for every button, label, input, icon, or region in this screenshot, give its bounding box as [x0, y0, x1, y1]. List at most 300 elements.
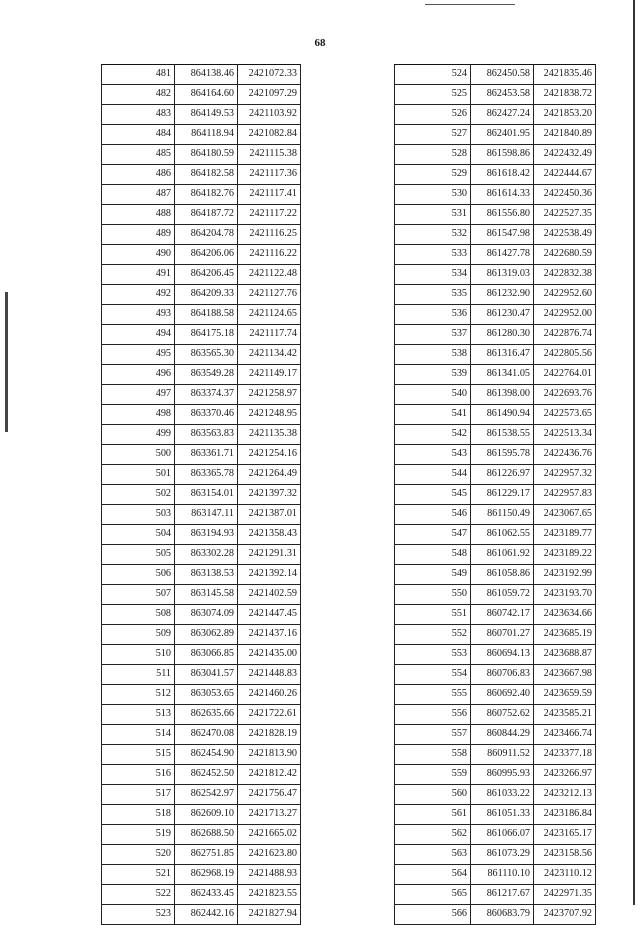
table-row — [102, 85, 301, 105]
x-coordinate-cell: 864206.06 — [175, 245, 238, 265]
table-row — [395, 145, 596, 165]
x-coordinate-cell: 861033.22 — [471, 785, 534, 805]
point-number-cell: 501 — [102, 465, 175, 485]
x-coordinate-cell: 863062.89 — [175, 625, 238, 645]
table-row — [395, 645, 596, 665]
table-row — [102, 405, 301, 425]
y-coordinate-cell: 2421116.25 — [238, 225, 301, 245]
x-coordinate-cell: 864209.33 — [175, 285, 238, 305]
y-coordinate-cell: 2421097.29 — [238, 85, 301, 105]
table-row — [102, 705, 301, 725]
table-row — [395, 65, 596, 85]
point-number-cell: 559 — [395, 765, 471, 785]
y-coordinate-cell: 2422444.67 — [534, 165, 596, 185]
table-row — [395, 485, 596, 505]
x-coordinate-cell: 862609.10 — [175, 805, 238, 825]
table-row — [395, 565, 596, 585]
point-number-cell: 563 — [395, 845, 471, 865]
x-coordinate-cell: 861614.33 — [471, 185, 534, 205]
point-number-cell: 536 — [395, 305, 471, 325]
y-coordinate-cell: 2423110.12 — [534, 865, 596, 885]
y-coordinate-cell: 2422832.38 — [534, 265, 596, 285]
y-coordinate-cell: 2423193.70 — [534, 585, 596, 605]
table-row — [395, 345, 596, 365]
x-coordinate-cell: 863041.57 — [175, 665, 238, 685]
table-row — [102, 825, 301, 845]
x-coordinate-cell: 863194.93 — [175, 525, 238, 545]
table-row — [102, 505, 301, 525]
x-coordinate-cell: 861061.92 — [471, 545, 534, 565]
y-coordinate-cell: 2421397.32 — [238, 485, 301, 505]
y-coordinate-cell: 2423659.59 — [534, 685, 596, 705]
point-number-cell: 552 — [395, 625, 471, 645]
y-coordinate-cell: 2421435.00 — [238, 645, 301, 665]
point-number-cell: 562 — [395, 825, 471, 845]
y-coordinate-cell: 2421402.59 — [238, 585, 301, 605]
point-number-cell: 527 — [395, 125, 471, 145]
page-edge-line — [633, 0, 635, 905]
table-row — [102, 145, 301, 165]
x-coordinate-cell: 863138.53 — [175, 565, 238, 585]
x-coordinate-cell: 864149.53 — [175, 105, 238, 125]
y-coordinate-cell: 2421838.72 — [534, 85, 596, 105]
table-row — [395, 765, 596, 785]
y-coordinate-cell: 2422513.34 — [534, 425, 596, 445]
point-number-cell: 489 — [102, 225, 175, 245]
point-number-cell: 550 — [395, 585, 471, 605]
table-row — [102, 905, 301, 925]
x-coordinate-cell: 861595.78 — [471, 445, 534, 465]
table-row — [395, 205, 596, 225]
x-coordinate-cell: 864175.18 — [175, 325, 238, 345]
y-coordinate-cell: 2423685.19 — [534, 625, 596, 645]
point-number-cell: 538 — [395, 345, 471, 365]
table-row — [395, 265, 596, 285]
y-coordinate-cell: 2422436.76 — [534, 445, 596, 465]
y-coordinate-cell: 2423186.84 — [534, 805, 596, 825]
table-row — [395, 865, 596, 885]
y-coordinate-cell: 2421117.36 — [238, 165, 301, 185]
table-row — [395, 185, 596, 205]
y-coordinate-cell: 2421264.49 — [238, 465, 301, 485]
y-coordinate-cell: 2421117.74 — [238, 325, 301, 345]
y-coordinate-cell: 2423189.22 — [534, 545, 596, 565]
y-coordinate-cell: 2421828.19 — [238, 725, 301, 745]
y-coordinate-cell: 2421122.48 — [238, 265, 301, 285]
point-number-cell: 481 — [102, 65, 175, 85]
point-number-cell: 541 — [395, 405, 471, 425]
table-row — [395, 825, 596, 845]
point-number-cell: 523 — [102, 905, 175, 925]
point-number-cell: 539 — [395, 365, 471, 385]
y-coordinate-cell: 2421117.41 — [238, 185, 301, 205]
table-row — [395, 285, 596, 305]
x-coordinate-cell: 863074.09 — [175, 605, 238, 625]
scan-margin-mark — [5, 292, 8, 432]
y-coordinate-cell: 2421291.31 — [238, 545, 301, 565]
x-coordinate-cell: 864164.60 — [175, 85, 238, 105]
table-row — [102, 725, 301, 745]
point-number-cell: 558 — [395, 745, 471, 765]
x-coordinate-cell: 861618.42 — [471, 165, 534, 185]
x-coordinate-cell: 861230.47 — [471, 305, 534, 325]
point-number-cell: 506 — [102, 565, 175, 585]
y-coordinate-cell: 2421813.90 — [238, 745, 301, 765]
point-number-cell: 542 — [395, 425, 471, 445]
x-coordinate-cell: 864206.45 — [175, 265, 238, 285]
point-number-cell: 560 — [395, 785, 471, 805]
point-number-cell: 547 — [395, 525, 471, 545]
x-coordinate-cell: 860692.40 — [471, 685, 534, 705]
x-coordinate-cell: 862427.24 — [471, 105, 534, 125]
point-number-cell: 543 — [395, 445, 471, 465]
point-number-cell: 520 — [102, 845, 175, 865]
y-coordinate-cell: 2421387.01 — [238, 505, 301, 525]
y-coordinate-cell: 2422538.49 — [534, 225, 596, 245]
table-row — [395, 165, 596, 185]
table-row — [102, 485, 301, 505]
table-row — [102, 805, 301, 825]
table-row — [102, 425, 301, 445]
point-number-cell: 511 — [102, 665, 175, 685]
x-coordinate-cell: 861217.67 — [471, 885, 534, 905]
point-number-cell: 544 — [395, 465, 471, 485]
point-number-cell: 529 — [395, 165, 471, 185]
y-coordinate-cell: 2421840.89 — [534, 125, 596, 145]
table-row — [102, 385, 301, 405]
table-row — [102, 205, 301, 225]
x-coordinate-cell: 861398.00 — [471, 385, 534, 405]
table-row — [102, 365, 301, 385]
y-coordinate-cell: 2421135.38 — [238, 425, 301, 445]
y-coordinate-cell: 2421488.93 — [238, 865, 301, 885]
table-row — [102, 785, 301, 805]
x-coordinate-cell: 861066.07 — [471, 825, 534, 845]
y-coordinate-cell: 2423377.18 — [534, 745, 596, 765]
table-row — [395, 845, 596, 865]
table-row — [395, 685, 596, 705]
point-number-cell: 517 — [102, 785, 175, 805]
y-coordinate-cell: 2422971.35 — [534, 885, 596, 905]
point-number-cell: 557 — [395, 725, 471, 745]
x-coordinate-cell: 861547.98 — [471, 225, 534, 245]
y-coordinate-cell: 2422450.36 — [534, 185, 596, 205]
y-coordinate-cell: 2421117.22 — [238, 205, 301, 225]
y-coordinate-cell: 2421392.14 — [238, 565, 301, 585]
x-coordinate-cell: 863565.30 — [175, 345, 238, 365]
point-number-cell: 505 — [102, 545, 175, 565]
table-row — [102, 565, 301, 585]
x-coordinate-cell: 864138.46 — [175, 65, 238, 85]
point-number-cell: 553 — [395, 645, 471, 665]
point-number-cell: 545 — [395, 485, 471, 505]
table-row — [102, 665, 301, 685]
y-coordinate-cell: 2421823.55 — [238, 885, 301, 905]
point-number-cell: 519 — [102, 825, 175, 845]
y-coordinate-cell: 2422432.49 — [534, 145, 596, 165]
point-number-cell: 537 — [395, 325, 471, 345]
point-number-cell: 510 — [102, 645, 175, 665]
table-row — [102, 65, 301, 85]
table-row — [395, 365, 596, 385]
y-coordinate-cell: 2422957.83 — [534, 485, 596, 505]
table-row — [102, 605, 301, 625]
y-coordinate-cell: 2422693.76 — [534, 385, 596, 405]
x-coordinate-cell: 864187.72 — [175, 205, 238, 225]
y-coordinate-cell: 2421665.02 — [238, 825, 301, 845]
y-coordinate-cell: 2421149.17 — [238, 365, 301, 385]
y-coordinate-cell: 2421827.94 — [238, 905, 301, 925]
point-number-cell: 566 — [395, 905, 471, 925]
y-coordinate-cell: 2422680.59 — [534, 245, 596, 265]
x-coordinate-cell: 864204.78 — [175, 225, 238, 245]
point-number-cell: 502 — [102, 485, 175, 505]
y-coordinate-cell: 2421072.33 — [238, 65, 301, 85]
y-coordinate-cell: 2421853.20 — [534, 105, 596, 125]
table-row — [395, 805, 596, 825]
y-coordinate-cell: 2423158.56 — [534, 845, 596, 865]
table-row — [395, 605, 596, 625]
point-number-cell: 496 — [102, 365, 175, 385]
table-row — [395, 445, 596, 465]
x-coordinate-cell: 863053.65 — [175, 685, 238, 705]
point-number-cell: 526 — [395, 105, 471, 125]
point-number-cell: 509 — [102, 625, 175, 645]
point-number-cell: 556 — [395, 705, 471, 725]
x-coordinate-cell: 863147.11 — [175, 505, 238, 525]
y-coordinate-cell: 2421835.46 — [534, 65, 596, 85]
y-coordinate-cell: 2422876.74 — [534, 325, 596, 345]
table-row — [395, 305, 596, 325]
point-number-cell: 564 — [395, 865, 471, 885]
x-coordinate-cell: 861556.80 — [471, 205, 534, 225]
x-coordinate-cell: 861232.90 — [471, 285, 534, 305]
x-coordinate-cell: 861062.55 — [471, 525, 534, 545]
x-coordinate-cell: 863145.58 — [175, 585, 238, 605]
coordinates-table-right — [394, 64, 596, 925]
y-coordinate-cell: 2421124.65 — [238, 305, 301, 325]
x-coordinate-cell: 861073.29 — [471, 845, 534, 865]
y-coordinate-cell: 2423165.17 — [534, 825, 596, 845]
x-coordinate-cell: 862433.45 — [175, 885, 238, 905]
table-row — [395, 505, 596, 525]
table-row — [102, 845, 301, 865]
point-number-cell: 484 — [102, 125, 175, 145]
y-coordinate-cell: 2421623.80 — [238, 845, 301, 865]
table-row — [102, 465, 301, 485]
point-number-cell: 525 — [395, 85, 471, 105]
table-row — [395, 705, 596, 725]
y-coordinate-cell: 2421134.42 — [238, 345, 301, 365]
y-coordinate-cell: 2421448.83 — [238, 665, 301, 685]
x-coordinate-cell: 863549.28 — [175, 365, 238, 385]
point-number-cell: 499 — [102, 425, 175, 445]
y-coordinate-cell: 2423067.65 — [534, 505, 596, 525]
point-number-cell: 503 — [102, 505, 175, 525]
x-coordinate-cell: 861427.78 — [471, 245, 534, 265]
y-coordinate-cell: 2421812.42 — [238, 765, 301, 785]
table-row — [102, 165, 301, 185]
point-number-cell: 548 — [395, 545, 471, 565]
x-coordinate-cell: 864180.59 — [175, 145, 238, 165]
x-coordinate-cell: 861538.55 — [471, 425, 534, 445]
table-row — [395, 245, 596, 265]
table-row — [102, 685, 301, 705]
point-number-cell: 546 — [395, 505, 471, 525]
table-row — [102, 185, 301, 205]
table-row — [102, 305, 301, 325]
x-coordinate-cell: 860694.13 — [471, 645, 534, 665]
point-number-cell: 488 — [102, 205, 175, 225]
point-number-cell: 486 — [102, 165, 175, 185]
x-coordinate-cell: 862401.95 — [471, 125, 534, 145]
y-coordinate-cell: 2423688.87 — [534, 645, 596, 665]
x-coordinate-cell: 860911.52 — [471, 745, 534, 765]
point-number-cell: 532 — [395, 225, 471, 245]
y-coordinate-cell: 2422764.01 — [534, 365, 596, 385]
table-row — [395, 85, 596, 105]
table-row — [395, 625, 596, 645]
point-number-cell: 508 — [102, 605, 175, 625]
y-coordinate-cell: 2421713.27 — [238, 805, 301, 825]
table-row — [395, 665, 596, 685]
y-coordinate-cell: 2423667.98 — [534, 665, 596, 685]
table-row — [395, 545, 596, 565]
point-number-cell: 540 — [395, 385, 471, 405]
table-row — [102, 245, 301, 265]
point-number-cell: 524 — [395, 65, 471, 85]
y-coordinate-cell: 2423192.99 — [534, 565, 596, 585]
point-number-cell: 491 — [102, 265, 175, 285]
point-number-cell: 516 — [102, 765, 175, 785]
table-row — [102, 265, 301, 285]
point-number-cell: 521 — [102, 865, 175, 885]
table-row — [395, 385, 596, 405]
y-coordinate-cell: 2423585.21 — [534, 705, 596, 725]
point-number-cell: 535 — [395, 285, 471, 305]
x-coordinate-cell: 861229.17 — [471, 485, 534, 505]
x-coordinate-cell: 863302.28 — [175, 545, 238, 565]
point-number-cell: 495 — [102, 345, 175, 365]
table-row — [395, 525, 596, 545]
y-coordinate-cell: 2421103.92 — [238, 105, 301, 125]
x-coordinate-cell: 862452.50 — [175, 765, 238, 785]
x-coordinate-cell: 863154.01 — [175, 485, 238, 505]
coordinates-table-right-body — [395, 65, 596, 925]
x-coordinate-cell: 863563.83 — [175, 425, 238, 445]
point-number-cell: 513 — [102, 705, 175, 725]
x-coordinate-cell: 860706.83 — [471, 665, 534, 685]
point-number-cell: 512 — [102, 685, 175, 705]
y-coordinate-cell: 2421116.22 — [238, 245, 301, 265]
point-number-cell: 490 — [102, 245, 175, 265]
x-coordinate-cell: 862688.50 — [175, 825, 238, 845]
y-coordinate-cell: 2421248.95 — [238, 405, 301, 425]
point-number-cell: 504 — [102, 525, 175, 545]
x-coordinate-cell: 861280.30 — [471, 325, 534, 345]
x-coordinate-cell: 864118.94 — [175, 125, 238, 145]
x-coordinate-cell: 860752.62 — [471, 705, 534, 725]
y-coordinate-cell: 2423707.92 — [534, 905, 596, 925]
table-row — [395, 885, 596, 905]
point-number-cell: 531 — [395, 205, 471, 225]
y-coordinate-cell: 2421115.38 — [238, 145, 301, 165]
table-row — [102, 525, 301, 545]
x-coordinate-cell: 862442.16 — [175, 905, 238, 925]
table-row — [395, 105, 596, 125]
y-coordinate-cell: 2422573.65 — [534, 405, 596, 425]
x-coordinate-cell: 862635.66 — [175, 705, 238, 725]
table-row — [395, 465, 596, 485]
y-coordinate-cell: 2423189.77 — [534, 525, 596, 545]
point-number-cell: 565 — [395, 885, 471, 905]
point-number-cell: 551 — [395, 605, 471, 625]
y-coordinate-cell: 2421447.45 — [238, 605, 301, 625]
table-row — [102, 285, 301, 305]
point-number-cell: 530 — [395, 185, 471, 205]
y-coordinate-cell: 2421358.43 — [238, 525, 301, 545]
point-number-cell: 494 — [102, 325, 175, 345]
point-number-cell: 534 — [395, 265, 471, 285]
table-row — [102, 545, 301, 565]
table-row — [102, 765, 301, 785]
y-coordinate-cell: 2422952.60 — [534, 285, 596, 305]
y-coordinate-cell: 2421722.61 — [238, 705, 301, 725]
table-row — [102, 325, 301, 345]
point-number-cell: 485 — [102, 145, 175, 165]
table-row — [102, 745, 301, 765]
table-row — [102, 125, 301, 145]
x-coordinate-cell: 860683.79 — [471, 905, 534, 925]
point-number-cell: 497 — [102, 385, 175, 405]
point-number-cell: 533 — [395, 245, 471, 265]
y-coordinate-cell: 2422527.35 — [534, 205, 596, 225]
point-number-cell: 554 — [395, 665, 471, 685]
x-coordinate-cell: 864188.58 — [175, 305, 238, 325]
x-coordinate-cell: 862450.58 — [471, 65, 534, 85]
x-coordinate-cell: 864182.76 — [175, 185, 238, 205]
x-coordinate-cell: 861226.97 — [471, 465, 534, 485]
table-row — [102, 865, 301, 885]
table-row — [102, 585, 301, 605]
point-number-cell: 498 — [102, 405, 175, 425]
y-coordinate-cell: 2421437.16 — [238, 625, 301, 645]
x-coordinate-cell: 861058.86 — [471, 565, 534, 585]
table-row — [395, 405, 596, 425]
y-coordinate-cell: 2421258.97 — [238, 385, 301, 405]
point-number-cell: 549 — [395, 565, 471, 585]
y-coordinate-cell: 2421460.26 — [238, 685, 301, 705]
table-row — [395, 745, 596, 765]
x-coordinate-cell: 861059.72 — [471, 585, 534, 605]
table-row — [395, 725, 596, 745]
point-number-cell: 493 — [102, 305, 175, 325]
table-row — [102, 625, 301, 645]
x-coordinate-cell: 864182.58 — [175, 165, 238, 185]
x-coordinate-cell: 862968.19 — [175, 865, 238, 885]
point-number-cell: 487 — [102, 185, 175, 205]
table-row — [395, 785, 596, 805]
y-coordinate-cell: 2423466.74 — [534, 725, 596, 745]
x-coordinate-cell: 860995.93 — [471, 765, 534, 785]
x-coordinate-cell: 862542.97 — [175, 785, 238, 805]
x-coordinate-cell: 860844.29 — [471, 725, 534, 745]
x-coordinate-cell: 863370.46 — [175, 405, 238, 425]
point-number-cell: 514 — [102, 725, 175, 745]
point-number-cell: 528 — [395, 145, 471, 165]
x-coordinate-cell: 861341.05 — [471, 365, 534, 385]
coordinates-table-left-body — [102, 65, 301, 925]
